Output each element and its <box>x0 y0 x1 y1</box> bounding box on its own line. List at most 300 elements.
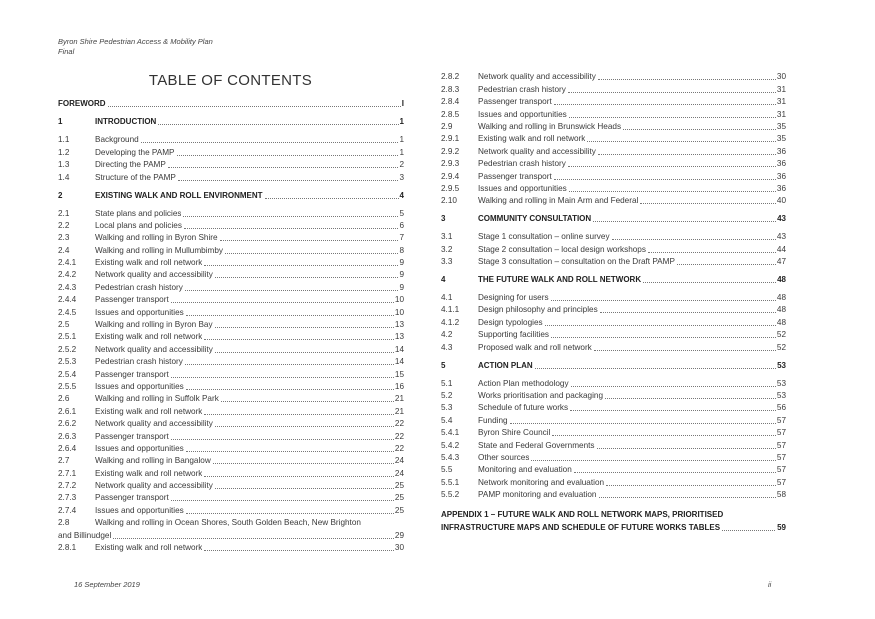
toc-entry-number: 5.5 <box>441 465 453 475</box>
toc-entry[interactable] <box>441 303 786 315</box>
toc-entry-label: Pedestrian crash history <box>478 159 566 169</box>
toc-entry-page: 25 <box>394 493 404 503</box>
toc-entry[interactable] <box>441 438 786 450</box>
toc-entry-label: Pedestrian crash history <box>478 84 566 94</box>
toc-entry[interactable] <box>58 479 404 491</box>
toc-entry[interactable] <box>441 475 786 487</box>
toc-leader-dots <box>606 485 776 486</box>
toc-entry-page: 36 <box>776 146 786 156</box>
toc-entry[interactable] <box>58 318 404 330</box>
toc-entry-number: 2.4.1 <box>58 258 77 268</box>
toc-entry[interactable] <box>441 340 786 352</box>
toc-leader-dots <box>171 439 394 440</box>
toc-entry[interactable] <box>58 367 404 379</box>
toc-entry-number: 4.1.1 <box>441 305 460 315</box>
toc-leader-dots <box>186 513 394 514</box>
toc-entry-number: 2.8.2 <box>441 72 460 82</box>
toc-entry[interactable] <box>58 293 404 305</box>
toc-entry[interactable] <box>58 231 404 243</box>
toc-entry-label: Network quality and accessibility <box>95 481 213 491</box>
toc-entry-label: Proposed walk and roll network <box>478 342 592 352</box>
toc-entry-number: 4 <box>441 275 446 285</box>
toc-entry[interactable] <box>441 255 786 267</box>
toc-leader-dots <box>587 141 775 142</box>
toc-entry[interactable] <box>58 188 404 200</box>
toc-entry[interactable] <box>58 516 404 528</box>
toc-entry-page: 21 <box>394 394 404 404</box>
toc-entry[interactable] <box>58 280 404 292</box>
toc-entry[interactable] <box>58 219 404 231</box>
toc-entry[interactable] <box>441 315 786 327</box>
toc-entry-page: 6 <box>399 220 404 230</box>
toc-entry[interactable] <box>58 541 404 553</box>
toc-leader-dots <box>551 337 776 338</box>
toc-entry-label: and Billinudgel <box>58 530 112 540</box>
toc-leader-dots <box>677 264 776 265</box>
toc-entry-label: Network quality and accessibility <box>95 344 213 354</box>
toc-entry-page: 22 <box>394 431 404 441</box>
toc-entry-label: Issues and opportunities <box>478 183 567 193</box>
toc-entry-label: Passenger transport <box>95 295 169 305</box>
toc-entry[interactable] <box>58 528 404 540</box>
toc-entry-number: 2.7 <box>58 456 70 466</box>
toc-entry-label: Supporting facilities <box>478 330 549 340</box>
toc-entry[interactable] <box>58 417 404 429</box>
toc-entry[interactable] <box>58 115 404 127</box>
toc-entry-label: Passenger transport <box>95 369 169 379</box>
toc-entry-label: Issues and opportunities <box>478 109 567 119</box>
toc-entry-number: 2.2 <box>58 220 70 230</box>
toc-entry-label: Network quality and accessibility <box>478 72 596 82</box>
toc-title: TABLE OF CONTENTS <box>148 72 313 89</box>
toc-entry-number: 5.4.1 <box>441 428 460 438</box>
toc-entry[interactable] <box>441 328 786 340</box>
toc-leader-dots <box>178 180 399 181</box>
document-header <box>58 37 213 57</box>
toc-entry-page: 13 <box>394 332 404 342</box>
toc-entry-number: 2.8.4 <box>441 97 460 107</box>
toc-entry[interactable] <box>58 429 404 441</box>
toc-entry[interactable] <box>441 291 786 303</box>
toc-entry[interactable] <box>58 380 404 392</box>
toc-leader-dots <box>204 339 393 340</box>
toc-entry-label: Directing the PAMP <box>95 160 166 170</box>
toc-entry-number: 5.4 <box>441 415 453 425</box>
footer-date: 16 September 2019 <box>74 580 140 589</box>
toc-entry[interactable] <box>58 355 404 367</box>
toc-leader-dots <box>158 124 398 125</box>
toc-entry-number: 5 <box>441 360 446 370</box>
toc-entry-label: ACTION PLAN <box>478 360 533 370</box>
toc-entry[interactable] <box>58 158 404 170</box>
toc-entry-label: Walking and rolling in Main Arm and Federal <box>478 196 639 206</box>
toc-entry-page: 35 <box>776 134 786 144</box>
toc-appendix-entry[interactable] <box>441 509 786 534</box>
toc-entry-label: Pedestrian crash history <box>95 282 183 292</box>
toc-entry[interactable] <box>58 454 404 466</box>
toc-entry-label: Action Plan methodology <box>478 378 569 388</box>
toc-entry-number: 4.3 <box>441 342 453 352</box>
toc-entry[interactable] <box>441 413 786 425</box>
toc-entry[interactable] <box>441 157 786 169</box>
toc-entry-label: Funding <box>478 415 508 425</box>
toc-entry[interactable] <box>441 95 786 107</box>
toc-entry-label: Network monitoring and evaluation <box>478 477 605 487</box>
toc-entry-label: PAMP monitoring and evaluation <box>478 490 597 500</box>
toc-entry-label: Background <box>95 135 139 145</box>
toc-entry-page: 5 <box>399 208 404 218</box>
toc-entry-label: Passenger transport <box>478 97 552 107</box>
toc-entry-number: 2.6.4 <box>58 443 77 453</box>
toc-entry-number: 2.5.3 <box>58 357 77 367</box>
toc-entry-label: Passenger transport <box>95 431 169 441</box>
toc-entry-number: 2.5.1 <box>58 332 77 342</box>
toc-entry-page: 52 <box>776 330 786 340</box>
toc-entry-label: FOREWORD <box>58 99 106 109</box>
toc-entry-page: 31 <box>776 109 786 119</box>
appendix-page-number: 59 <box>777 522 786 532</box>
toc-entry[interactable] <box>58 145 404 157</box>
toc-entry-page: 43 <box>776 232 786 242</box>
toc-entry-page: 52 <box>776 342 786 352</box>
toc-entry-number: 2.6 <box>58 394 70 404</box>
toc-entry-page: 53 <box>776 390 786 400</box>
toc-entry[interactable] <box>58 404 404 416</box>
toc-leader-dots <box>215 488 394 489</box>
toc-leader-dots <box>215 327 394 328</box>
toc-leader-dots <box>215 352 394 353</box>
toc-leader-dots <box>171 500 394 501</box>
toc-entry[interactable] <box>58 97 404 109</box>
toc-leader-dots <box>215 426 394 427</box>
toc-entry[interactable] <box>441 194 786 206</box>
toc-entry-label: EXISTING WALK AND ROLL ENVIRONMENT <box>95 190 263 200</box>
toc-entry[interactable] <box>441 358 786 370</box>
toc-entry-label: Existing walk and roll network <box>95 258 203 268</box>
toc-entry-label: Designing for users <box>478 293 549 303</box>
toc-entry-number: 5.5.1 <box>441 477 460 487</box>
toc-leader-dots <box>177 155 399 156</box>
toc-entry-page: 36 <box>776 183 786 193</box>
toc-entry-page: 47 <box>776 257 786 267</box>
toc-entry-number: 2.8.1 <box>58 543 77 553</box>
toc-entry[interactable] <box>441 144 786 156</box>
toc-leader-dots <box>574 472 776 473</box>
toc-entry-number: 2.5.4 <box>58 369 77 379</box>
toc-entry-number: 5.1 <box>441 378 453 388</box>
toc-entry-number: 2 <box>58 190 63 200</box>
toc-entry-page: 2 <box>399 160 404 170</box>
toc-entry-number: 2.5.2 <box>58 344 77 354</box>
toc-entry-number: 5.4.3 <box>441 452 460 462</box>
toc-entry-number: 2.8.3 <box>441 84 460 94</box>
toc-entry-page: 16 <box>394 381 404 391</box>
toc-entry[interactable] <box>441 488 786 500</box>
toc-entry-label: State and Federal Governments <box>478 440 595 450</box>
toc-leader-dots <box>568 166 776 167</box>
toc-entry[interactable] <box>58 503 404 515</box>
toc-leader-dots <box>220 240 399 241</box>
header-title: Byron Shire Pedestrian Access & Mobility Plan <box>58 37 213 46</box>
toc-entry[interactable] <box>441 132 786 144</box>
toc-entry-number: 2.6.2 <box>58 419 77 429</box>
toc-leader-dots <box>265 198 399 199</box>
toc-leader-dots <box>510 423 776 424</box>
toc-entry-label: Local plans and policies <box>95 220 182 230</box>
toc-leader-dots <box>225 253 398 254</box>
toc-entry[interactable] <box>58 305 404 317</box>
appendix-line-2 <box>441 522 786 535</box>
toc-entry-page: 57 <box>776 440 786 450</box>
toc-entry-page: 10 <box>394 295 404 305</box>
toc-entry-page: 57 <box>776 452 786 462</box>
toc-entry-page: 9 <box>399 282 404 292</box>
toc-leader-dots <box>186 389 394 390</box>
toc-entry-number: 2.9.2 <box>441 146 460 156</box>
toc-entry-page: I <box>401 99 404 109</box>
toc-entry[interactable] <box>441 120 786 132</box>
toc-entry-page: 48 <box>776 317 786 327</box>
toc-entry[interactable] <box>58 268 404 280</box>
toc-entry-label: Structure of the PAMP <box>95 172 176 182</box>
toc-leader-dots <box>545 325 776 326</box>
appendix-label-2: INFRASTRUCTURE MAPS AND SCHEDULE OF FUTURE WORKS TABLES <box>441 522 721 532</box>
toc-leader-dots <box>554 179 776 180</box>
toc-entry[interactable] <box>441 82 786 94</box>
toc-entry-page: 57 <box>776 415 786 425</box>
toc-entry-number: 2.7.2 <box>58 481 77 491</box>
toc-entry-page: 9 <box>399 270 404 280</box>
toc-entry-label: Walking and rolling in Byron Shire <box>95 233 218 243</box>
toc-entry-number: 2.1 <box>58 208 70 218</box>
toc-entry-page: 36 <box>776 171 786 181</box>
toc-entry-label: Walking and rolling in Mullumbimby <box>95 245 224 255</box>
toc-entry-label: Other sources <box>478 452 530 462</box>
toc-entry-label: Byron Shire Council <box>478 428 551 438</box>
toc-entry[interactable] <box>58 243 404 255</box>
toc-entry-label: Existing walk and roll network <box>95 406 203 416</box>
toc-right-column <box>441 70 786 534</box>
toc-entry-page: 48 <box>776 293 786 303</box>
toc-entry-label: State plans and policies <box>95 208 182 218</box>
toc-entry-page: 36 <box>776 159 786 169</box>
toc-entry-page: 53 <box>777 360 786 370</box>
toc-entry[interactable] <box>58 442 404 454</box>
toc-entry-page: 25 <box>394 505 404 515</box>
toc-entry-label: Issues and opportunities <box>95 381 184 391</box>
toc-entry[interactable] <box>58 256 404 268</box>
toc-entry-label: Issues and opportunities <box>95 307 184 317</box>
toc-entry-page: 48 <box>777 275 786 285</box>
toc-entry-label: Monitoring and evaluation <box>478 465 572 475</box>
toc-entry-label: Issues and opportunities <box>95 505 184 515</box>
toc-leader-dots <box>600 312 776 313</box>
toc-entry[interactable] <box>441 451 786 463</box>
toc-entry-page: 30 <box>394 543 404 553</box>
toc-entry-number: 2.4 <box>58 245 70 255</box>
toc-entry-label: Stage 2 consultation – local design workshops <box>478 244 646 254</box>
toc-entry-number: 2.9 <box>441 121 453 131</box>
toc-leader-dots <box>171 302 394 303</box>
toc-leader-dots <box>215 277 399 278</box>
toc-entry[interactable] <box>58 133 404 145</box>
toc-leader-dots <box>612 239 776 240</box>
toc-leader-dots <box>599 497 776 498</box>
toc-leader-dots <box>623 129 776 130</box>
toc-leader-dots <box>551 300 776 301</box>
toc-entry-number: 2.5.5 <box>58 381 77 391</box>
toc-entry-number: 4.1 <box>441 293 453 303</box>
toc-leader-dots <box>569 191 776 192</box>
toc-entry-label: Stage 1 consultation – online survey <box>478 232 610 242</box>
toc-entry-label: Walking and rolling in Brunswick Heads <box>478 121 622 131</box>
toc-entry[interactable] <box>58 206 404 218</box>
appendix-label-1: APPENDIX 1 – FUTURE WALK AND ROLL NETWORK MAPS, PRIORITISED <box>441 510 724 520</box>
toc-leader-dots <box>597 448 776 449</box>
toc-leader-dots <box>535 368 776 369</box>
toc-entry-number: 2.4.5 <box>58 307 77 317</box>
toc-leader-dots <box>204 265 398 266</box>
toc-entry-page: 9 <box>399 258 404 268</box>
toc-entry[interactable] <box>441 376 786 388</box>
toc-entry-page: 44 <box>776 244 786 254</box>
toc-leader-dots <box>554 104 776 105</box>
toc-entry-number: 2.4.3 <box>58 282 77 292</box>
toc-leader-dots <box>552 435 776 436</box>
toc-entry-number: 5.3 <box>441 403 453 413</box>
toc-entry-number: 2.4.4 <box>58 295 77 305</box>
toc-entry-number: 5.4.2 <box>441 440 460 450</box>
toc-entry-number: 5.2 <box>441 390 453 400</box>
toc-entry-label: COMMUNITY CONSULTATION <box>478 214 592 224</box>
toc-entry[interactable] <box>58 330 404 342</box>
toc-leader-dots <box>571 386 776 387</box>
toc-left-column <box>58 97 404 553</box>
toc-entry-page: 43 <box>777 214 786 224</box>
toc-entry-label: Walking and rolling in Byron Bay <box>95 320 213 330</box>
toc-entry-page: 1 <box>399 135 404 145</box>
toc-entry-page: 1 <box>399 147 404 157</box>
toc-leader-dots <box>221 401 394 402</box>
toc-entry-page: 24 <box>394 456 404 466</box>
toc-entry-number: 2.7.1 <box>58 468 77 478</box>
toc-leader-dots <box>186 315 394 316</box>
toc-entry[interactable] <box>441 182 786 194</box>
toc-entry-page: 57 <box>776 477 786 487</box>
toc-entry-page: 57 <box>776 465 786 475</box>
toc-entry-number: 2.7.4 <box>58 505 77 515</box>
toc-leader-dots <box>185 290 399 291</box>
toc-entry-label: Walking and rolling in Suffolk Park <box>95 394 219 404</box>
toc-entry[interactable] <box>441 230 786 242</box>
toc-entry-number: 3 <box>441 214 446 224</box>
toc-leader-dots <box>141 142 399 143</box>
toc-leader-dots <box>594 350 776 351</box>
toc-leader-dots <box>531 460 775 461</box>
toc-entry[interactable] <box>441 401 786 413</box>
toc-entry-number: 2.9.4 <box>441 171 460 181</box>
appendix-line-1 <box>441 509 786 522</box>
toc-entry-label: THE FUTURE WALK AND ROLL NETWORK <box>478 275 642 285</box>
toc-entry-page: 22 <box>394 443 404 453</box>
toc-entry-number: 2.9.1 <box>441 134 460 144</box>
toc-leader-dots <box>113 538 394 539</box>
toc-entry-page: 30 <box>776 72 786 82</box>
toc-entry[interactable] <box>441 273 786 285</box>
toc-entry-number: 2.3 <box>58 233 70 243</box>
toc-entry-number: 2.7.3 <box>58 493 77 503</box>
toc-entry-number: 2.6.1 <box>58 406 77 416</box>
toc-entry-number: 2.4.2 <box>58 270 77 280</box>
toc-entry-page: 31 <box>776 84 786 94</box>
toc-entry[interactable] <box>58 392 404 404</box>
toc-entry-page: 35 <box>776 121 786 131</box>
toc-leader-dots <box>568 92 776 93</box>
toc-entry[interactable] <box>441 70 786 82</box>
toc-entry-label: Network quality and accessibility <box>95 419 213 429</box>
toc-leader-dots <box>204 414 393 415</box>
toc-entry-page: 40 <box>776 196 786 206</box>
toc-entry-label: Developing the PAMP <box>95 147 175 157</box>
toc-entry[interactable] <box>58 466 404 478</box>
toc-leader-dots <box>184 228 399 229</box>
toc-leader-dots <box>171 377 394 378</box>
toc-entry-number: 3.3 <box>441 257 453 267</box>
toc-entry-page: 21 <box>394 406 404 416</box>
toc-leader-dots <box>570 410 776 411</box>
toc-entry-page: 13 <box>394 320 404 330</box>
toc-leader-dots <box>605 398 776 399</box>
toc-entry-number: 2.5 <box>58 320 70 330</box>
toc-leader-dots <box>648 252 776 253</box>
toc-entry[interactable] <box>441 426 786 438</box>
toc-entry[interactable] <box>441 463 786 475</box>
footer-page-number: ii <box>768 580 772 589</box>
toc-entry-label: Schedule of future works <box>478 403 569 413</box>
toc-entry[interactable] <box>441 389 786 401</box>
toc-leader-dots <box>643 282 776 283</box>
toc-entry-page: 22 <box>394 419 404 429</box>
toc-entry[interactable] <box>441 242 786 254</box>
toc-entry[interactable] <box>58 491 404 503</box>
toc-leader-dots <box>598 154 776 155</box>
toc-entry[interactable] <box>441 107 786 119</box>
toc-entry-label: Network quality and accessibility <box>95 270 213 280</box>
toc-entry-page: 58 <box>776 490 786 500</box>
toc-entry-page: 7 <box>399 233 404 243</box>
toc-entry-page: 1 <box>399 117 404 127</box>
toc-entry-number: 2.8.5 <box>441 109 460 119</box>
toc-entry-number: 3.2 <box>441 244 453 254</box>
toc-entry-number: 1.4 <box>58 172 70 182</box>
toc-entry[interactable] <box>58 170 404 182</box>
toc-entry-label: Stage 3 consultation – consultation on the Draft PAMP <box>478 257 675 267</box>
toc-entry[interactable] <box>441 169 786 181</box>
toc-entry-number: 2.9.3 <box>441 159 460 169</box>
toc-entry-label: Walking and rolling in Bangalow <box>95 456 211 466</box>
toc-entry-number: 1.1 <box>58 135 70 145</box>
toc-entry-number: 3.1 <box>441 232 453 242</box>
toc-entry[interactable] <box>441 212 786 224</box>
toc-leader-dots <box>569 117 776 118</box>
toc-entry-number: 4.1.2 <box>441 317 460 327</box>
toc-leader-dots <box>204 476 393 477</box>
toc-entry-label: INTRODUCTION <box>95 117 157 127</box>
toc-entry[interactable] <box>58 342 404 354</box>
toc-entry-page: 8 <box>399 245 404 255</box>
toc-leader-dots <box>640 203 776 204</box>
toc-entry-number: 5.5.2 <box>441 490 460 500</box>
